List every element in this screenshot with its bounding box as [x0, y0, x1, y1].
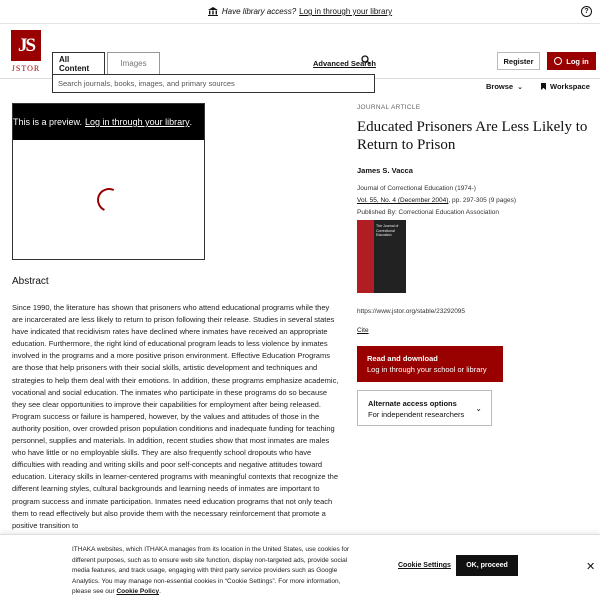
- cover-title: The Journal of Correctional Education: [376, 224, 399, 237]
- abstract-text: Since 1990, the literature has shown that prisoners who attend educational programs while they are incarcerated are less likely to return to prison following their release. Studies in several states have indicated that recidivism rates have declined where inmates have received an appropriate education. Furthermore, the right kind of educational program leads to less violence by inmates involved in the programs and a more positive prison environment. Effective Education Programs are those that help prisoners with their social skills, artistic development and techniques and strategies to help them deal with their emotions. In addition, these programs emphasize academic, vocational and social education. The inmates who participate in these programs do so because they see clear opportunities to improve their capabilities for employment after being released. Program success or failure is hampered, however, by the values and attitudes of those in the authority position, over crowded prison population conditions and inadequate funding for teaching personnel, supplies and materials. In addition, recent studies show that most inmates are males who have little or no employable skills. They are also frequently school dropouts who have difficulties with reading and writing skills and poor self-concepts and negative attitudes toward education. Literacy skills in learner-centered programs with meaningful contexts that recognize the different learning styles, cultural backgrounds and learning needs of inmates are important to program success and inmate participation. Inmates need education programs that not only teach them to read effectively but also provide them with the necessary reinforcement that promote a positive transition to: [12, 303, 339, 530]
- institution-icon: [208, 7, 218, 16]
- preview-login-link[interactable]: Log in through your library: [85, 117, 190, 127]
- journal-name: Journal of Correctional Education (1974-): [357, 185, 476, 192]
- journal-cover-image[interactable]: [357, 220, 406, 293]
- advanced-search-link[interactable]: Advanced Search: [313, 59, 376, 68]
- library-access-bar: [0, 0, 600, 24]
- jstor-logo-mark: JS: [11, 30, 41, 61]
- tab-images[interactable]: Images: [107, 52, 160, 74]
- search-input[interactable]: Search journals, books, images, and primary sources: [52, 74, 375, 93]
- browse-label: Browse: [486, 82, 514, 91]
- preview-banner: [13, 104, 204, 140]
- login-button[interactable]: [547, 52, 596, 70]
- bookmark-icon: [541, 83, 546, 90]
- jstor-logo-word: JSTOR: [11, 64, 41, 73]
- preview-period: .: [189, 117, 193, 127]
- cookie-text: [72, 545, 357, 598]
- read-title: Read and download: [367, 354, 438, 363]
- page-range: , pp. 297-305 (9 pages): [448, 197, 516, 204]
- accept-cookies-button[interactable]: OK, proceed: [456, 555, 518, 576]
- cite-link[interactable]: Cite: [357, 327, 369, 334]
- alternate-access-button[interactable]: [357, 390, 492, 426]
- article-title: Educated Prisoners Are Less Likely to Return to Prison: [357, 119, 588, 153]
- workspace-label: Workspace: [550, 82, 590, 91]
- preview-text: This is a preview.: [13, 117, 83, 127]
- read-download-button[interactable]: [357, 346, 503, 382]
- stable-url: https://www.jstor.org/stable/23292095: [357, 308, 466, 315]
- site-header: [0, 24, 600, 91]
- abstract-heading: Abstract: [12, 276, 49, 287]
- volume-link[interactable]: Vol. 55, No. 4 (December 2004): [357, 197, 449, 204]
- workspace-link[interactable]: [541, 82, 590, 91]
- article-author[interactable]: James S. Vacca: [357, 166, 413, 175]
- login-label: Log in: [566, 56, 589, 66]
- library-login-link[interactable]: Log in through your library: [299, 7, 393, 16]
- volume-info: [357, 197, 516, 204]
- cookie-settings-button[interactable]: Cookie Settings: [398, 562, 451, 569]
- loading-spinner-icon: [94, 185, 125, 216]
- document-preview: [12, 103, 205, 260]
- cookie-body: ITHAKA websites, which ITHAKA manages from its location in the United States, use cookies for different purposes, such as to ensure web site function, display non-targeted ads, provide social media features, and track usage, engaging with third party service providers such as Google Analytics. You may manage non-essential cookies in “Cookie Settings”. For more information, please see our: [72, 546, 350, 595]
- cookie-banner: [0, 534, 600, 600]
- chevron-down-icon: ⌄: [517, 83, 523, 91]
- chevron-down-icon: ⌄: [475, 404, 482, 413]
- cookie-period: .: [159, 588, 161, 595]
- search-tabs: [52, 52, 160, 74]
- publisher: Published By: Correctional Education Association: [357, 209, 499, 216]
- content-type: JOURNAL ARTICLE: [357, 104, 421, 111]
- close-icon[interactable]: ✕: [586, 561, 596, 573]
- read-subtitle: Log in through your school or library: [367, 365, 487, 374]
- jstor-logo[interactable]: [11, 30, 45, 74]
- library-access-text: Have library access?: [221, 7, 297, 16]
- alt-title: Alternate access options: [368, 399, 457, 408]
- register-button[interactable]: Register: [497, 52, 540, 70]
- help-icon[interactable]: ?: [581, 6, 592, 17]
- user-icon: [554, 57, 562, 65]
- browse-menu[interactable]: [486, 82, 523, 91]
- tab-all-content[interactable]: All Content: [52, 52, 105, 74]
- cookie-policy-link[interactable]: Cookie Policy: [116, 588, 160, 595]
- alt-subtitle: For independent researchers: [368, 410, 465, 419]
- cover-stripe: [357, 220, 374, 293]
